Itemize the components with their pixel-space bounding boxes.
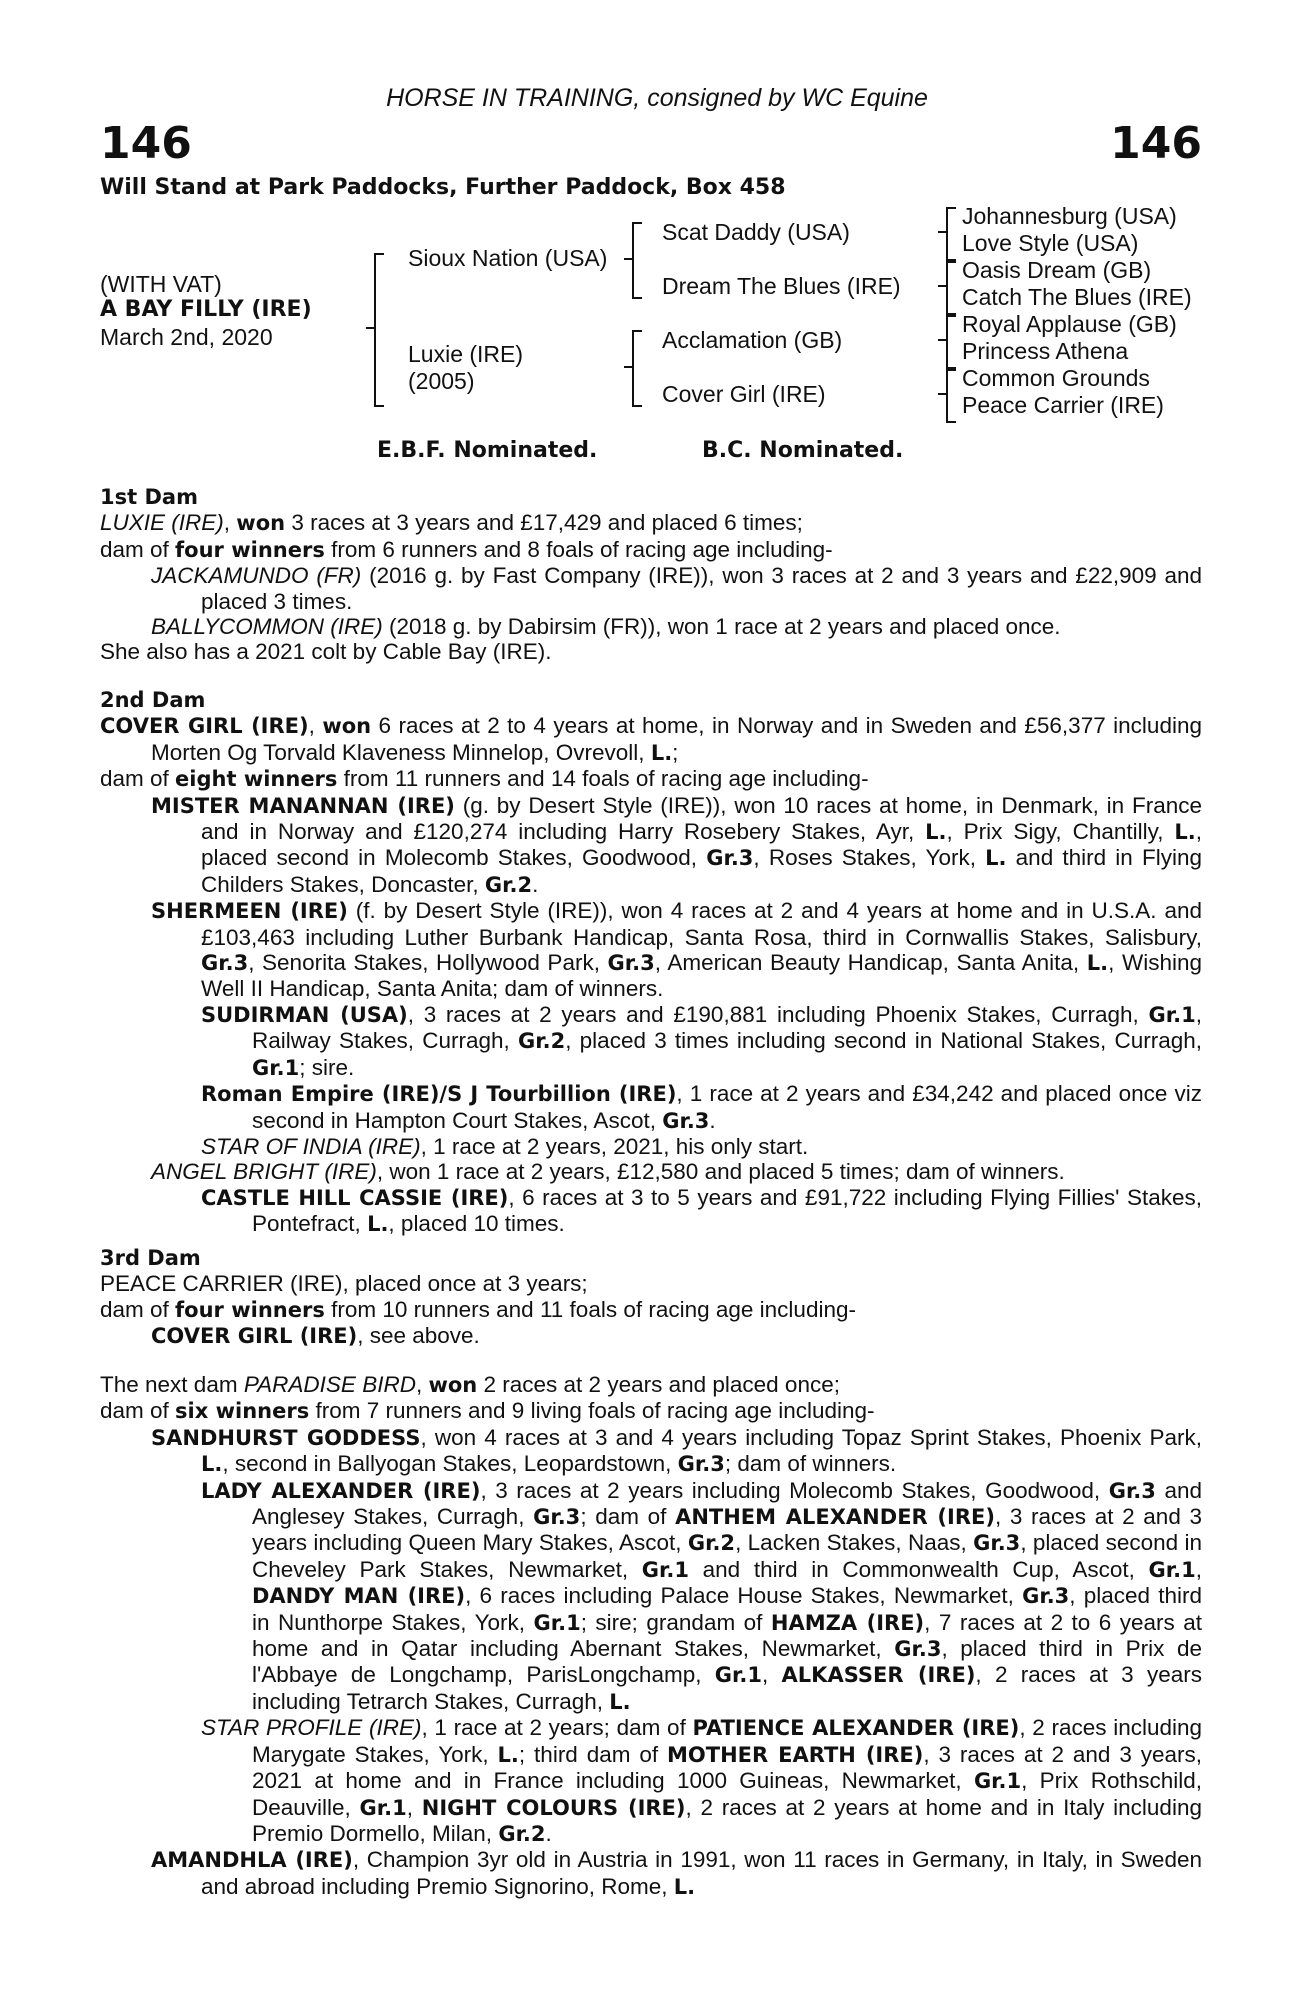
fourth-dam-section: The next dam PARADISE BIRD, won 2 races at 2 years and placed once; dam of six winners from 7 runners and 9 living foals of racing age including- SANDHURST GODDESS, won 4 races at 3 and 4 years including Topaz Sprint Stakes, Phoenix Park, L., second in Ballyogan Stakes, Leopardstown, Gr.3; dam of winners. LADY ALEXANDER (IRE), 3 races at 2 years including Molecomb Stakes, Goodwood, Gr.3 and Anglesey Stakes, Curragh, Gr.3; dam of ANTHEM ALEXANDER (IRE), 3 races at 2 and 3 years including Queen Mary Stakes, Ascot, Gr.2, Lacken Stakes, Naas, Gr.3, placed second in Cheveley Park Stakes, Newmarket, Gr.1 and third in Commonwealth Cup, Ascot, Gr.1, DANDY MAN (IRE), 6 races including Palace House Stakes, Newmarket, Gr.3, placed third in Nunthorpe Stakes, York, Gr.1; sire; grandam of HAMZA (IRE), 7 races at 2 to 6 years at home and in Qatar including Abernant Stakes, Newmarket, Gr.3, placed third in Prix de l'Abbaye de Longchamp, ParisLongchamp, Gr.1, ALKASSER (IRE), 2 races at 3 years including Tetrarch Stakes, Curragh, L. STAR PROFILE (IRE), 1 race at 2 years; dam of PATIENCE ALEXANDER (IRE), 2 races including Marygate Stakes, York, L.; third dam of MOTHER EARTH (IRE), 3 races at 2 and 3 years, 2021 at home and in France including 1000 Guineas, Newmarket, Gr.1, Prix Rothschild, Deauville, Gr.1, NIGHT COLOURS (IRE), 2 races at 2 years at home and in Italy including Premio Dormello, Milan, Gr.2. AMANDHLA (IRE), Champion 3yr old in Austria in 1991, won 11 races in Germany, in Italy, in Sweden and abroad including Premio Signorino, Rome, L.	[100, 1372, 1203, 1899]
gen3-4: Catch The Blues (IRE)	[962, 284, 1192, 310]
dam-dam: Cover Girl (IRE)	[662, 381, 826, 407]
catalogue-header: HORSE IN TRAINING, consigned by WC Equine	[386, 84, 928, 112]
lot-number-right: 146	[1110, 118, 1202, 169]
second-dam-heading: 2nd Dam	[100, 688, 206, 712]
gen3-7: Common Grounds	[962, 365, 1150, 391]
second-dam-section: 2nd Dam COVER GIRL (IRE), won 6 races at 2 to 4 years at home, in Norway and in Sweden and £56,377 including Morten Og Torvald Klaveness Minnelop, Ovrevoll, L.; dam of eight winners from 11 runners and 14 foals of racing age including- MISTER MANANNAN (IRE) (g. by Desert Style (IRE)), won 10 races at home, in Denmark, in France and in Norway and £120,274 including Harry Rosebery Stakes, Ayr, L., Prix Sigy, Chantilly, L., placed second in Molecomb Stakes, Goodwood, Gr.3, Roses Stakes, York, L. and third in Flying Childers Stakes, Doncaster, Gr.2. SHERMEEN (IRE) (f. by Desert Style (IRE)), won 4 races at 2 and 4 years at home and in U.S.A. and £103,463 including Luther Burbank Handicap, Santa Rosa, third in Cornwallis Stakes, Salisbury, Gr.3, Senorita Stakes, Hollywood Park, Gr.3, American Beauty Handicap, Santa Anita, L., Wishing Well II Handicap, Santa Anita; dam of winners. SUDIRMAN (USA), 3 races at 2 years and £190,881 including Phoenix Stakes, Curragh, Gr.1, Railway Stakes, Curragh, Gr.2, placed 3 times including second in National Stakes, Curragh, Gr.1; sire. Roman Empire (IRE)/S J Tourbillion (IRE), 1 race at 2 years and £34,242 and placed once viz second in Hampton Court Stakes, Ascot, Gr.3. STAR OF INDIA (IRE), 1 race at 2 years, 2021, his only start. ANGEL BRIGHT (IRE), won 1 race at 2 years, £12,580 and placed 5 times; dam of winners. CASTLE HILL CASSIE (IRE), 6 races at 3 to 5 years and £91,722 including Flying Fillies' Stakes, Pontefract, L., placed 10 times.	[100, 688, 1203, 1237]
first-dam-heading: 1st Dam	[100, 485, 198, 509]
third-dam-heading: 3rd Dam	[100, 1246, 201, 1270]
gen3-3: Oasis Dream (GB)	[962, 257, 1152, 283]
sire: Sioux Nation (USA)	[408, 245, 608, 271]
ebf-nomination: E.B.F. Nominated.	[377, 438, 598, 463]
bc-nomination: B.C. Nominated.	[702, 438, 904, 463]
foaling-date: March 2nd, 2020	[100, 324, 273, 350]
dam-year: (2005)	[408, 368, 475, 394]
gen3-6: Princess Athena	[962, 338, 1129, 364]
dam-sire: Acclamation (GB)	[662, 327, 843, 353]
vat-note: (WITH VAT)	[100, 271, 222, 297]
third-dam-section: 3rd Dam PEACE CARRIER (IRE), placed once at 3 years; dam of four winners from 10 runners and 11 foals of racing age including- COVER GIRL (IRE), see above.	[100, 1246, 1202, 1350]
stand-location: Will Stand at Park Paddocks, Further Paddock, Box 458	[100, 175, 786, 200]
gen3-8: Peace Carrier (IRE)	[962, 392, 1164, 418]
sire-dam: Dream The Blues (IRE)	[662, 273, 901, 299]
sire-sire: Scat Daddy (USA)	[662, 219, 850, 245]
dam: Luxie (IRE)	[408, 341, 524, 367]
gen3-5: Royal Applause (GB)	[962, 311, 1177, 337]
first-dam-section: 1st Dam LUXIE (IRE), won 3 races at 3 years and £17,429 and placed 6 times; dam of four winners from 6 runners and 8 foals of racing age including- JACKAMUNDO (FR) (2016 g. by Fast Company (IRE)), won 3 races at 2 and 3 years and £22,909 and placed 3 times. BALLYCOMMON (IRE) (2018 g. by Dabirsim (FR)), won 1 race at 2 years and placed once. She also has a 2021 colt by Cable Bay (IRE).	[100, 485, 1202, 665]
gen3-1: Johannesburg (USA)	[962, 203, 1177, 229]
lot-number-left: 146	[100, 118, 192, 169]
horse-name: A BAY FILLY (IRE)	[100, 297, 312, 322]
gen3-2: Love Style (USA)	[962, 230, 1139, 256]
